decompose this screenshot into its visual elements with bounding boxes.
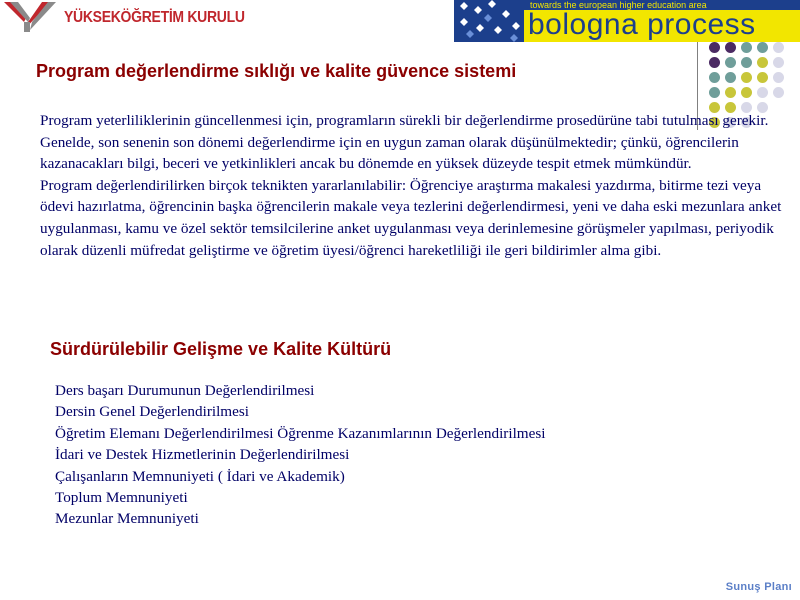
dot [757,72,768,83]
dot [725,57,736,68]
dot [741,72,752,83]
bologna-banner [454,0,800,42]
list-item: Dersin Genel Değerlendirilmesi [55,403,249,421]
presentation-plan-link[interactable]: Sunuş Planı [725,581,792,593]
section-title: Sürdürülebilir Gelişme ve Kalite Kültürü [50,339,392,359]
paragraph-1: Program yeterliliklerinin güncellenmesi için, programların sürekli bir değerlendirme prosedürüne tabi tutulması gerekir. Genelde, son senenin son dönemi değerlendirme için en uygun zaman olarak düşünülmektedir; çünkü, öğrencilerin kazanacakları bilgi, beceri ve yetkinlikleri ancak bu dönemde en yüksek düzeyde tespit etmek mümkündür. [40,112,769,173]
bologna-title: bologna process [528,8,756,41]
list-item: Mezunlar Memnuniyeti [55,510,199,528]
paragraph-2: Program değerlendirilirken birçok teknikten yararlanılabilir: Öğrenciye araştırma makalesi yazdırma, bitirme tezi veya ödevi hazırlatma, öğrencinin başka öğrencilerin makale veya tezlerini değerlendirmesi, yeni ve daha eski mezunlara anket uygulanması, kamu ve özel sektör temsilcilerine anket uygulanması veya derinlemesine görüşmeler yapılması, periyodik olarak düzenli müfredat geliştirme ve öğretim üyesi/öğrenci hareketliliği ile geri bildirimler alma gibi. [40,176,782,259]
dot [725,72,736,83]
dot [741,87,752,98]
yok-logo-text: YÜKSEKÖĞRETİM KURULU [64,7,245,26]
dot [709,72,720,83]
dot [725,87,736,98]
dot [773,72,784,83]
quality-list [55,380,545,530]
yok-logo-mark-icon [2,0,62,34]
dot [709,57,720,68]
dot [773,42,784,53]
dot [725,42,736,53]
list-item: Ders başarı Durumunun Değerlendirilmesi [55,382,315,399]
dot [741,57,752,68]
list-item: Öğretim Elemanı Değerlendirilmesi Öğrenme Kazanımlarının Değerlendirilmesi [55,424,546,442]
yok-logo [0,0,260,34]
page-title: Program değerlendirme sıklığı ve kalite güvence sistemi [36,61,517,81]
dot [757,87,768,98]
list-item: İdari ve Destek Hizmetlerinin Değerlendirilmesi [55,446,350,464]
dot [757,57,768,68]
dot [757,42,768,53]
dot [741,42,752,53]
bologna-tagline: towards the european higher education area [530,0,707,10]
body-text [40,110,785,261]
dot [773,87,784,98]
list-item: Çalışanların Memnuniyeti ( İdari ve Akademik) [55,467,345,485]
list-item: Toplum Memnuniyeti [55,489,188,507]
dot [709,87,720,98]
dot [709,42,720,53]
dot [773,57,784,68]
bologna-stars-icon [454,0,524,42]
